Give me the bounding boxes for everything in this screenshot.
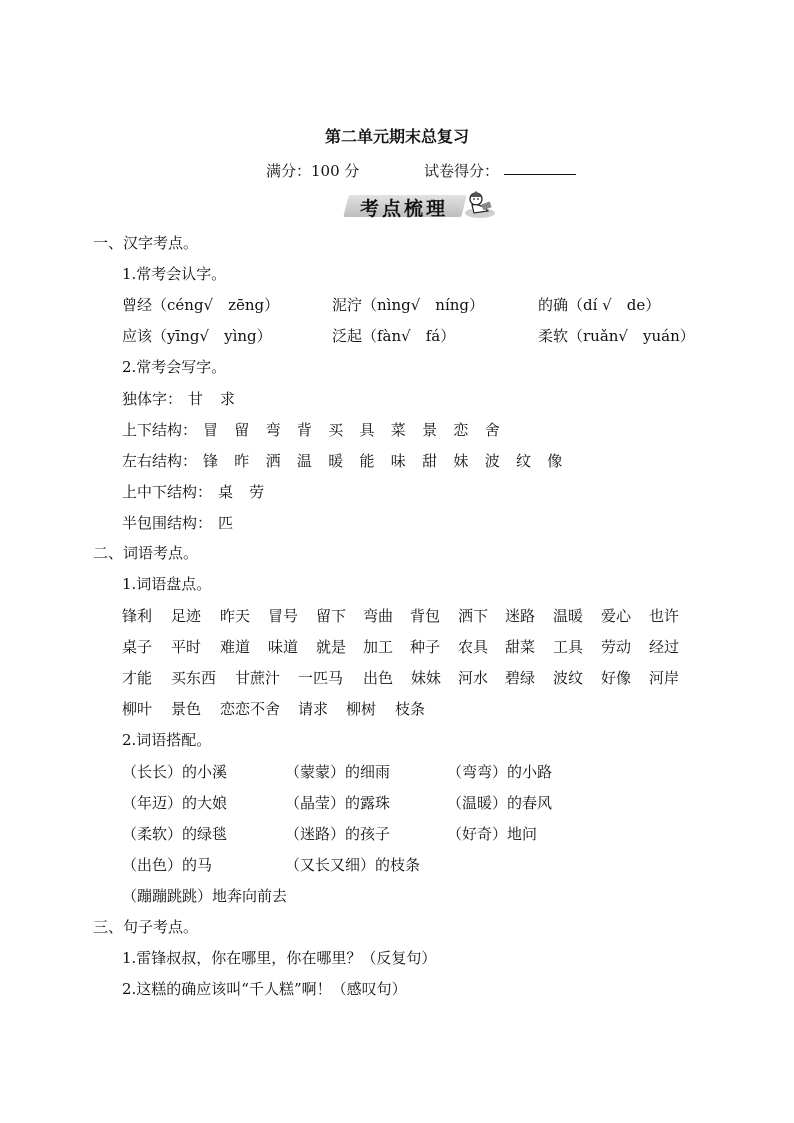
- word-item: 昨天: [220, 607, 251, 625]
- char-item: 恋: [453, 421, 469, 439]
- word-item: 背包: [410, 607, 441, 625]
- char-item: 甜: [422, 452, 438, 470]
- char-item: 买: [328, 421, 344, 439]
- word-item: 农具: [458, 638, 489, 656]
- char-item: 暖: [328, 452, 344, 470]
- word-item: 劳动: [601, 638, 632, 656]
- char-item: 景: [422, 421, 438, 439]
- match-item: （晶莹）的露珠: [285, 794, 391, 812]
- char-item: 温: [296, 452, 312, 470]
- section-1-sub2: 2.常考会写字。: [122, 358, 227, 376]
- pinyin-item: 柔软（ruǎn√ yuán）: [538, 327, 695, 345]
- match-item: （又长又细）的枝条: [285, 856, 421, 874]
- full-score-label: 满分：100 分: [266, 162, 360, 180]
- char-item: 像: [547, 452, 563, 470]
- char-item: 波: [484, 452, 500, 470]
- match-item: （迷路）的孩子: [285, 825, 391, 843]
- match-item: （出色）的马: [122, 856, 213, 874]
- char-item: 昨: [234, 452, 250, 470]
- char-structure-label: 左右结构：: [122, 452, 198, 470]
- word-item: 波纹: [553, 669, 584, 687]
- word-item: 爱心: [601, 607, 632, 625]
- word-item: 弯曲: [363, 607, 394, 625]
- match-item: （弯弯）的小路: [447, 763, 553, 781]
- banner-text: 考点梳理: [360, 198, 449, 220]
- char-item: 甘: [188, 390, 204, 408]
- section-2-sub1: 1.词语盘点。: [122, 575, 212, 593]
- word-item: 碧绿: [505, 669, 536, 687]
- char-item: 妹: [453, 452, 469, 470]
- match-item: （好奇）地问: [447, 825, 538, 843]
- char-item: 舍: [484, 421, 500, 439]
- match-item: （长长）的小溪: [122, 763, 228, 781]
- word-item: 河水: [458, 669, 489, 687]
- word-item: 好像: [601, 669, 632, 687]
- match-item: （蹦蹦跳跳）地奔向前去: [122, 887, 288, 905]
- word-item: 枝条: [395, 700, 426, 718]
- word-item: 加工: [363, 638, 394, 656]
- word-item: 才能: [122, 669, 153, 687]
- reading-child-icon: [462, 189, 498, 219]
- word-item: 桌子: [122, 638, 153, 656]
- char-structure-label: 独体字：: [122, 390, 183, 408]
- score-blank: [504, 160, 576, 179]
- word-item: 温暖: [553, 607, 584, 625]
- char-item: 劳: [249, 483, 265, 501]
- char-item: 留: [234, 421, 250, 439]
- word-item: 洒下: [458, 607, 489, 625]
- word-item: 迷路: [505, 607, 536, 625]
- word-item: 请求: [298, 700, 329, 718]
- word-item: 甘蔗汁: [235, 669, 281, 687]
- char-item: 冒: [203, 421, 219, 439]
- char-structure-label: 上中下结构：: [122, 483, 213, 501]
- word-item: 难道: [220, 638, 251, 656]
- match-item: （柔软）的绿毯: [122, 825, 228, 843]
- match-item: （年迈）的大娘: [122, 794, 228, 812]
- char-item: 弯: [265, 421, 281, 439]
- pinyin-item: 应该（yīng√ yìng）: [122, 327, 272, 345]
- word-item: 柳叶: [122, 700, 153, 718]
- word-item: 足迹: [171, 607, 202, 625]
- char-item: 求: [220, 390, 236, 408]
- section-1-heading: 一、汉字考点。: [93, 234, 199, 252]
- word-item: 甜菜: [505, 638, 536, 656]
- word-item: 味道: [268, 638, 299, 656]
- char-item: 能: [359, 452, 375, 470]
- word-item: 出色: [363, 669, 394, 687]
- word-item: 冒号: [268, 607, 299, 625]
- section-banner: [346, 189, 498, 219]
- word-item: 留下: [316, 607, 347, 625]
- word-item: 就是: [316, 638, 347, 656]
- section-1-sub1: 1.常考会认字。: [122, 265, 227, 283]
- word-item: 恋恋不舍: [220, 700, 281, 718]
- pinyin-item: 的确（dí √ de）: [538, 296, 661, 314]
- word-item: 景色: [171, 700, 202, 718]
- word-item: 妹妹: [411, 669, 442, 687]
- word-item: 锋利: [122, 607, 153, 625]
- char-item: 纹: [516, 452, 532, 470]
- char-item: 锋: [203, 452, 219, 470]
- pinyin-item: 曾经（céng√ zēng）: [122, 296, 280, 314]
- char-structure-label: 上下结构：: [122, 421, 198, 439]
- char-item: 背: [296, 421, 312, 439]
- char-item: 洒: [265, 452, 281, 470]
- match-item: （蒙蒙）的细雨: [285, 763, 391, 781]
- section-2-sub2: 2.词语搭配。: [122, 731, 212, 749]
- section-2-heading: 二、词语考点。: [93, 544, 199, 562]
- pinyin-item: 泥泞（nìng√ níng）: [332, 296, 485, 314]
- section-3-heading: 三、句子考点。: [93, 918, 199, 936]
- word-item: 河岸: [649, 669, 680, 687]
- char-item: 匹: [218, 514, 234, 532]
- char-item: 味: [390, 452, 406, 470]
- match-item: （温暖）的春风: [447, 794, 553, 812]
- word-item: 种子: [410, 638, 441, 656]
- word-item: 也许: [649, 607, 680, 625]
- char-item: 具: [359, 421, 375, 439]
- char-structure-label: 半包围结构：: [122, 514, 213, 532]
- word-item: 一匹马: [298, 669, 344, 687]
- earned-score-label: 试卷得分：: [424, 162, 500, 180]
- word-item: 工具: [553, 638, 584, 656]
- sentence-1: 1.雷锋叔叔，你在哪里，你在哪里？（反复句）: [122, 949, 437, 967]
- pinyin-item: 泛起（fàn√ fá）: [332, 327, 456, 345]
- word-item: 买东西: [171, 669, 217, 687]
- page-title: 第二单元期末总复习: [324, 127, 469, 146]
- sentence-2: 2.这糕的确应该叫“千人糕”啊！（感叹句）: [122, 980, 407, 998]
- char-item: 桌: [218, 483, 234, 501]
- char-item: 菜: [390, 421, 406, 439]
- word-item: 柳树: [346, 700, 377, 718]
- word-item: 经过: [649, 638, 680, 656]
- word-item: 平时: [171, 638, 202, 656]
